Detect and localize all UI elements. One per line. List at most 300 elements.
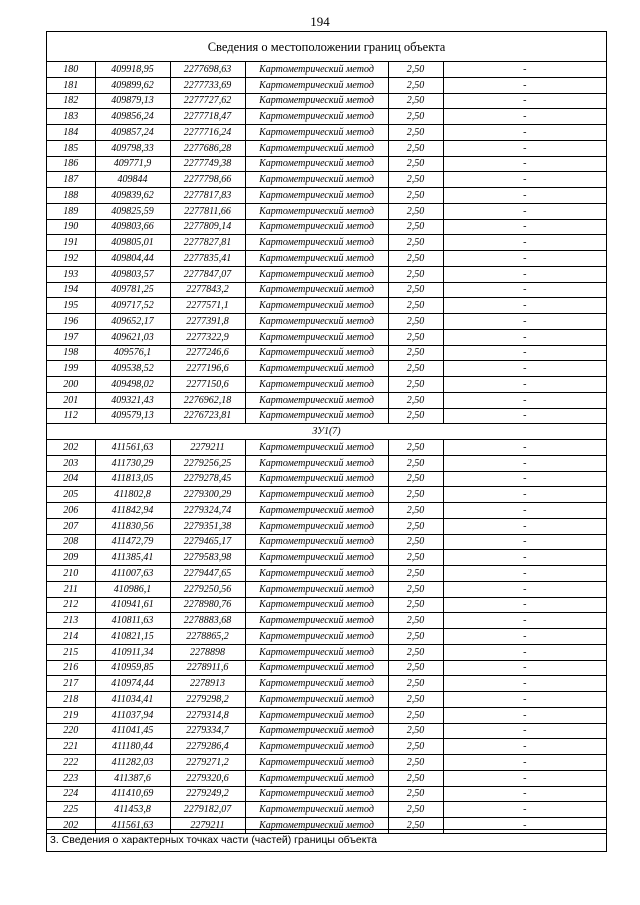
coordinate-y-cell: 2277817,83 [170,188,245,204]
description-cell: - [443,392,606,408]
coordinate-x-cell: 410986,1 [95,581,170,597]
coordinate-x-cell: 411180,44 [95,739,170,755]
coordinate-x-cell: 411007,63 [95,566,170,582]
coordinate-y-cell: 2279249,2 [170,786,245,802]
point-number-cell: 185 [47,140,95,156]
coordinate-y-cell: 2276723,81 [170,408,245,424]
accuracy-cell: 2,50 [388,487,443,503]
method-cell: Картометрический метод [245,203,388,219]
point-number-cell: 182 [47,93,95,109]
coordinate-x-cell: 409538,52 [95,361,170,377]
coordinate-y-cell: 2279314,8 [170,707,245,723]
method-cell: Картометрический метод [245,219,388,235]
coordinate-x-cell: 411813,05 [95,471,170,487]
method-cell: Картометрический метод [245,172,388,188]
description-cell: - [443,644,606,660]
description-cell: - [443,377,606,393]
coordinate-y-cell: 2277798,66 [170,172,245,188]
point-number-cell: 211 [47,581,95,597]
coordinate-x-cell: 409879,13 [95,93,170,109]
method-cell: Картометрический метод [245,62,388,77]
accuracy-cell: 2,50 [388,440,443,456]
point-number-cell: 205 [47,487,95,503]
point-number-cell: 187 [47,172,95,188]
table-row [47,219,606,235]
table-row [47,629,606,645]
table-row [47,660,606,676]
accuracy-cell: 2,50 [388,298,443,314]
table-row [47,361,606,377]
point-number-cell: 194 [47,282,95,298]
table-row [47,471,606,487]
description-cell: - [443,298,606,314]
table-row [47,739,606,755]
table-row [47,503,606,519]
accuracy-cell: 2,50 [388,93,443,109]
description-cell: - [443,203,606,219]
table-row [47,282,606,298]
coordinate-y-cell: 2279583,98 [170,550,245,566]
description-cell: - [443,125,606,141]
method-cell: Картометрический метод [245,314,388,330]
method-cell: Картометрический метод [245,377,388,393]
method-cell: Картометрический метод [245,755,388,771]
table-row [47,597,606,613]
description-cell: - [443,235,606,251]
coordinate-y-cell: 2278913 [170,676,245,692]
coordinate-x-cell: 409918,95 [95,62,170,77]
coordinate-y-cell: 2277811,66 [170,203,245,219]
table-heading: Сведения о местоположении границ объекта [47,32,606,62]
table-row [47,408,606,424]
coordinate-x-cell: 410941,61 [95,597,170,613]
accuracy-cell: 2,50 [388,676,443,692]
description-cell: - [443,739,606,755]
coordinate-y-cell: 2277716,24 [170,125,245,141]
table-row [47,266,606,282]
method-cell: Картометрический метод [245,156,388,172]
table-row [47,581,606,597]
description-cell: - [443,818,606,834]
table-row [47,314,606,330]
description-cell: - [443,77,606,93]
method-cell: Картометрический метод [245,739,388,755]
point-number-cell: 183 [47,109,95,125]
table-row [47,518,606,534]
accuracy-cell: 2,50 [388,550,443,566]
coordinate-y-cell: 2279211 [170,440,245,456]
point-number-cell: 196 [47,314,95,330]
description-cell: - [443,692,606,708]
accuracy-cell: 2,50 [388,172,443,188]
method-cell: Картометрический метод [245,707,388,723]
coordinate-y-cell: 2279465,17 [170,534,245,550]
point-number-cell: 197 [47,329,95,345]
accuracy-cell: 2,50 [388,361,443,377]
table-row [47,235,606,251]
coordinate-y-cell: 2277727,62 [170,93,245,109]
coordinate-x-cell: 409856,24 [95,109,170,125]
coordinate-x-cell: 411387,6 [95,770,170,786]
coordinate-y-cell: 2279334,7 [170,723,245,739]
method-cell: Картометрический метод [245,518,388,534]
description-cell: - [443,503,606,519]
table-row [47,77,606,93]
coordinate-x-cell: 409321,43 [95,392,170,408]
point-number-cell: 204 [47,471,95,487]
coordinate-x-cell: 411385,41 [95,550,170,566]
coordinate-x-cell: 409576,1 [95,345,170,361]
table-row [47,392,606,408]
coordinate-x-cell: 410974,44 [95,676,170,692]
table-row [47,188,606,204]
coordinate-x-cell: 409805,01 [95,235,170,251]
accuracy-cell: 2,50 [388,755,443,771]
coordinate-y-cell: 2276962,18 [170,392,245,408]
coordinates-table-body [47,62,606,833]
coordinate-y-cell: 2277196,6 [170,361,245,377]
method-cell: Картометрический метод [245,644,388,660]
table-row [47,755,606,771]
table-row [47,723,606,739]
point-number-cell: 218 [47,692,95,708]
accuracy-cell: 2,50 [388,203,443,219]
coordinate-x-cell: 411410,69 [95,786,170,802]
method-cell: Картометрический метод [245,802,388,818]
description-cell: - [443,408,606,424]
coordinate-x-cell: 409498,02 [95,377,170,393]
point-number-cell: 214 [47,629,95,645]
table-row [47,455,606,471]
coordinate-x-cell: 411037,94 [95,707,170,723]
description-cell: - [443,345,606,361]
description-cell: - [443,770,606,786]
method-cell: Картометрический метод [245,329,388,345]
description-cell: - [443,723,606,739]
method-cell: Картометрический метод [245,93,388,109]
table-row [47,550,606,566]
accuracy-cell: 2,50 [388,644,443,660]
point-number-cell: 191 [47,235,95,251]
coordinate-y-cell: 2278911,6 [170,660,245,676]
coordinate-y-cell: 2279324,74 [170,503,245,519]
accuracy-cell: 2,50 [388,62,443,77]
method-cell: Картометрический метод [245,361,388,377]
description-cell: - [443,755,606,771]
description-cell: - [443,629,606,645]
description-cell: - [443,266,606,282]
coordinate-y-cell: 2277571,1 [170,298,245,314]
description-cell: - [443,786,606,802]
accuracy-cell: 2,50 [388,282,443,298]
description-cell: - [443,140,606,156]
method-cell: Картометрический метод [245,298,388,314]
coordinate-x-cell: 409839,62 [95,188,170,204]
description-cell: - [443,613,606,629]
coordinate-x-cell: 411282,03 [95,755,170,771]
coordinate-y-cell: 2278865,2 [170,629,245,645]
description-cell: - [443,62,606,77]
method-cell: Картометрический метод [245,408,388,424]
accuracy-cell: 2,50 [388,786,443,802]
coordinate-y-cell: 2277391,8 [170,314,245,330]
point-number-cell: 206 [47,503,95,519]
coordinate-y-cell: 2279286,4 [170,739,245,755]
description-cell: - [443,172,606,188]
table-row [47,692,606,708]
coordinate-x-cell: 409717,52 [95,298,170,314]
method-cell: Картометрический метод [245,471,388,487]
description-cell: - [443,329,606,345]
method-cell: Картометрический метод [245,77,388,93]
accuracy-cell: 2,50 [388,377,443,393]
method-cell: Картометрический метод [245,125,388,141]
point-number-cell: 209 [47,550,95,566]
accuracy-cell: 2,50 [388,266,443,282]
description-cell: - [443,802,606,818]
coordinate-y-cell: 2277847,07 [170,266,245,282]
method-cell: Картометрический метод [245,818,388,834]
accuracy-cell: 2,50 [388,329,443,345]
point-number-cell: 217 [47,676,95,692]
coordinate-y-cell: 2277322,9 [170,329,245,345]
accuracy-cell: 2,50 [388,109,443,125]
coordinate-y-cell: 2278883,68 [170,613,245,629]
coordinate-y-cell: 2277749,38 [170,156,245,172]
description-cell: - [443,219,606,235]
description-cell: - [443,251,606,267]
description-cell: - [443,487,606,503]
coordinate-x-cell: 410959,85 [95,660,170,676]
description-cell: - [443,282,606,298]
table-row [47,156,606,172]
point-number-cell: 199 [47,361,95,377]
boundary-table-frame [46,31,607,852]
description-cell: - [443,707,606,723]
accuracy-cell: 2,50 [388,739,443,755]
point-number-cell: 223 [47,770,95,786]
point-number-cell: 198 [47,345,95,361]
description-cell: - [443,314,606,330]
point-number-cell: 207 [47,518,95,534]
table-row [47,251,606,267]
point-number-cell: 181 [47,77,95,93]
method-cell: Картометрический метод [245,392,388,408]
table-row [47,93,606,109]
point-number-cell: 202 [47,818,95,834]
point-number-cell: 188 [47,188,95,204]
accuracy-cell: 2,50 [388,707,443,723]
point-number-cell: 220 [47,723,95,739]
coordinate-y-cell: 2277686,28 [170,140,245,156]
description-cell: - [443,156,606,172]
method-cell: Картометрический метод [245,723,388,739]
method-cell: Картометрический метод [245,770,388,786]
point-number-cell: 189 [47,203,95,219]
accuracy-cell: 2,50 [388,314,443,330]
coordinate-y-cell: 2279271,2 [170,755,245,771]
method-cell: Картометрический метод [245,581,388,597]
method-cell: Картометрический метод [245,676,388,692]
method-cell: Картометрический метод [245,660,388,676]
point-number-cell: 202 [47,440,95,456]
coordinate-y-cell: 2277150,6 [170,377,245,393]
description-cell: - [443,361,606,377]
accuracy-cell: 2,50 [388,597,443,613]
point-number-cell: 200 [47,377,95,393]
description-cell: - [443,471,606,487]
description-cell: - [443,581,606,597]
coordinate-x-cell: 409803,57 [95,266,170,282]
table-row [47,534,606,550]
accuracy-cell: 2,50 [388,408,443,424]
coordinate-x-cell: 409652,17 [95,314,170,330]
section-label: ЗУ1(7) [47,424,606,440]
table-row [47,140,606,156]
method-cell: Картометрический метод [245,109,388,125]
accuracy-cell: 2,50 [388,235,443,251]
coordinate-x-cell: 409844 [95,172,170,188]
coordinate-y-cell: 2278980,76 [170,597,245,613]
accuracy-cell: 2,50 [388,581,443,597]
coordinate-y-cell: 2279250,56 [170,581,245,597]
coordinate-y-cell: 2277718,47 [170,109,245,125]
coordinate-x-cell: 409621,03 [95,329,170,345]
accuracy-cell: 2,50 [388,471,443,487]
accuracy-cell: 2,50 [388,140,443,156]
point-number-cell: 186 [47,156,95,172]
coordinate-x-cell: 410811,63 [95,613,170,629]
coordinate-x-cell: 409825,59 [95,203,170,219]
point-number-cell: 210 [47,566,95,582]
table-row [47,770,606,786]
coordinate-x-cell: 411561,63 [95,440,170,456]
coordinate-x-cell: 411472,79 [95,534,170,550]
accuracy-cell: 2,50 [388,392,443,408]
table-row [47,802,606,818]
coordinate-x-cell: 409899,62 [95,77,170,93]
table-row [47,377,606,393]
coordinate-y-cell: 2277246,6 [170,345,245,361]
method-cell: Картометрический метод [245,550,388,566]
table-row [47,172,606,188]
accuracy-cell: 2,50 [388,660,443,676]
coordinate-y-cell: 2279320,6 [170,770,245,786]
point-number-cell: 219 [47,707,95,723]
point-number-cell: 212 [47,597,95,613]
table-row [47,676,606,692]
accuracy-cell: 2,50 [388,77,443,93]
point-number-cell: 184 [47,125,95,141]
method-cell: Картометрический метод [245,597,388,613]
description-cell: - [443,550,606,566]
table-row [47,707,606,723]
method-cell: Картометрический метод [245,345,388,361]
description-cell: - [443,660,606,676]
coordinate-x-cell: 409803,66 [95,219,170,235]
coordinate-x-cell: 411842,94 [95,503,170,519]
point-number-cell: 195 [47,298,95,314]
accuracy-cell: 2,50 [388,534,443,550]
coordinate-y-cell: 2278898 [170,644,245,660]
accuracy-cell: 2,50 [388,723,443,739]
description-cell: - [443,534,606,550]
table-row [47,298,606,314]
point-number-cell: 222 [47,755,95,771]
description-cell: - [443,93,606,109]
method-cell: Картометрический метод [245,613,388,629]
coordinate-y-cell: 2277733,69 [170,77,245,93]
description-cell: - [443,518,606,534]
table-row [47,203,606,219]
description-cell: - [443,455,606,471]
description-cell: - [443,597,606,613]
coordinate-x-cell: 410911,34 [95,644,170,660]
coordinate-x-cell: 409771,9 [95,156,170,172]
section-3-title: 3. Сведения о характерных точках части (частей) границы объекта [47,829,606,851]
accuracy-cell: 2,50 [388,692,443,708]
accuracy-cell: 2,50 [388,802,443,818]
coordinate-x-cell: 411453,8 [95,802,170,818]
point-number-cell: 201 [47,392,95,408]
method-cell: Картометрический метод [245,534,388,550]
coordinate-x-cell: 411802,8 [95,487,170,503]
point-number-cell: 190 [47,219,95,235]
point-number-cell: 215 [47,644,95,660]
coordinate-x-cell: 411041,45 [95,723,170,739]
method-cell: Картометрический метод [245,188,388,204]
table-row [47,487,606,503]
coordinate-y-cell: 2279182,07 [170,802,245,818]
accuracy-cell: 2,50 [388,251,443,267]
description-cell: - [443,676,606,692]
coordinate-x-cell: 410821,15 [95,629,170,645]
coordinate-x-cell: 411561,63 [95,818,170,834]
section-row [47,424,606,440]
coordinate-y-cell: 2277835,41 [170,251,245,267]
accuracy-cell: 2,50 [388,818,443,834]
accuracy-cell: 2,50 [388,345,443,361]
table-row [47,644,606,660]
accuracy-cell: 2,50 [388,518,443,534]
page-number: 194 [310,14,330,29]
coordinate-y-cell: 2279211 [170,818,245,834]
coordinate-y-cell: 2277843,2 [170,282,245,298]
method-cell: Картометрический метод [245,235,388,251]
accuracy-cell: 2,50 [388,219,443,235]
accuracy-cell: 2,50 [388,125,443,141]
accuracy-cell: 2,50 [388,770,443,786]
table-row [47,62,606,77]
method-cell: Картометрический метод [245,503,388,519]
accuracy-cell: 2,50 [388,629,443,645]
table-row [47,109,606,125]
coordinate-x-cell: 411830,56 [95,518,170,534]
description-cell: - [443,440,606,456]
method-cell: Картометрический метод [245,566,388,582]
table-row [47,786,606,802]
point-number-cell: 216 [47,660,95,676]
coordinate-x-cell: 409781,25 [95,282,170,298]
point-number-cell: 225 [47,802,95,818]
point-number-cell: 213 [47,613,95,629]
point-number-cell: 180 [47,62,95,77]
coordinate-y-cell: 2279351,38 [170,518,245,534]
point-number-cell: 193 [47,266,95,282]
point-number-cell: 208 [47,534,95,550]
coordinate-x-cell: 409798,33 [95,140,170,156]
method-cell: Картометрический метод [245,455,388,471]
